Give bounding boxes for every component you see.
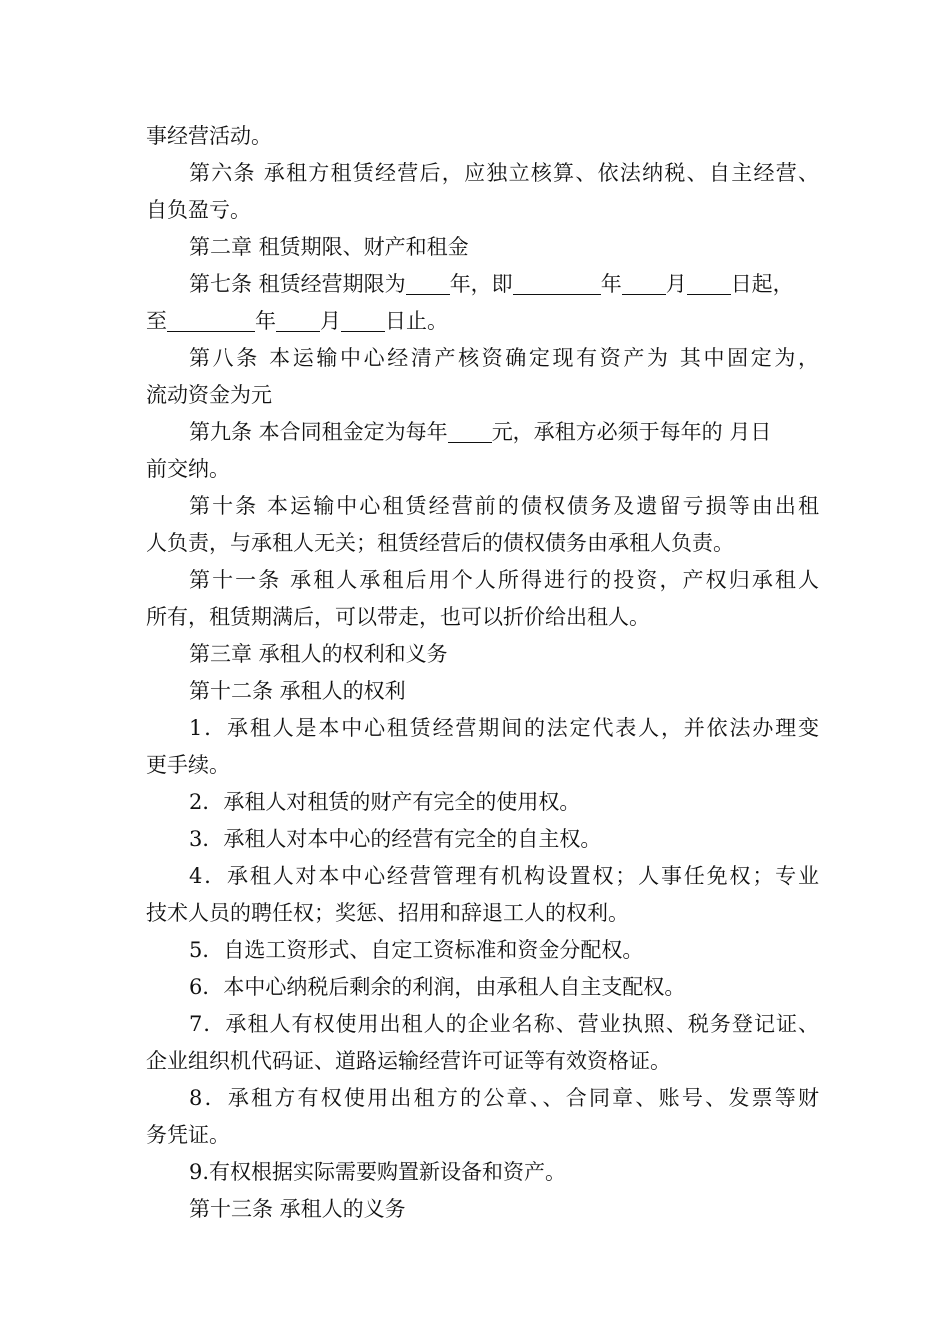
article-7-text: 月 [320,309,341,333]
chapter-heading: 第二章 租赁期限、财产和租金 [189,235,469,259]
list-item-continuation: 企业组织机代码证、道路运输经营许可证等有效资格证。 [146,1049,671,1073]
paragraph-line: 人负责，与承租人无关；租赁经营后的债权债务由承租人负责。 [146,531,734,555]
article-9-text: 元，承租方必须于每年的 月日 [491,420,772,444]
article-7-text: 至 [146,309,167,333]
paragraph-line: 事经营活动。 [146,124,272,148]
blank-field [622,270,666,295]
list-item: 9.有权根据实际需要购置新设备和资产。 [189,1160,567,1184]
paragraph-line: 流动资金为元 [146,383,272,407]
article-7-line [189,266,819,303]
chapter-heading: 第三章 承租人的权利和义务 [189,642,448,666]
blank-field [341,307,385,332]
article-7-line-2 [146,303,816,340]
list-item-continuation: 更手续。 [146,753,230,777]
paragraph-line: 所有，租赁期满后，可以带走，也可以折价给出租人。 [146,605,650,629]
article-7-text: 日止。 [385,309,448,333]
article-heading: 第十二条 承租人的权利 [189,679,406,703]
article-7-text: 年 [255,309,276,333]
list-item-continuation: 技术人员的聘任权；奖惩、招用和辞退工人的权利。 [146,901,629,925]
list-item: 1．承租人是本中心租赁经营期间的法定代表人，并依法办理变 [189,716,819,740]
article-7-text: 年，即 [449,272,513,296]
blank-field [406,270,450,295]
article-heading: 第十三条 承租人的义务 [189,1197,406,1221]
article-7-text: 第七条 租赁经营期限为 [189,272,406,296]
blank-field [448,418,492,443]
article-7-text: 月 [665,272,687,296]
article-7-text: 日起， [730,272,794,296]
paragraph-line: 前交纳。 [146,457,230,481]
blank-field [513,270,601,295]
article-9-line [189,414,819,451]
paragraph-line: 第八条 本运输中心经清产核资确定现有资产为 其中固定为， [189,346,819,370]
list-item: 5．自选工资形式、自定工资标准和资金分配权。 [189,938,644,962]
list-item: 7．承租人有权使用出租人的企业名称、营业执照、税务登记证、 [189,1012,819,1036]
article-9-text: 第九条 本合同租金定为每年 [189,420,448,444]
list-item: 4．承租人对本中心经营管理有机构设置权；人事任免权；专业 [189,864,819,888]
list-item: 3．承租人对本中心的经营有完全的自主权。 [189,827,602,851]
article-7-text: 年 [600,272,622,296]
paragraph-line: 第十一条 承租人承租后用个人所得进行的投资，产权归承租人 [189,568,819,592]
list-item: 8．承租方有权使用出租方的公章、、合同章、账号、发票等财 [189,1086,819,1110]
blank-field [276,307,320,332]
paragraph-line: 第十条 本运输中心租赁经营前的债权债务及遗留亏损等由出租 [189,494,819,518]
blank-field [687,270,731,295]
paragraph-line: 自负盈亏。 [146,198,251,222]
paragraph-line: 第六条 承租方租赁经营后，应独立核算、依法纳税、自主经营、 [189,161,819,185]
list-item: 2．承租人对租赁的财产有完全的使用权。 [189,790,581,814]
list-item-continuation: 务凭证。 [146,1123,230,1147]
list-item: 6．本中心纳税后剩余的利润，由承租人自主支配权。 [189,975,686,999]
blank-field [167,307,255,332]
